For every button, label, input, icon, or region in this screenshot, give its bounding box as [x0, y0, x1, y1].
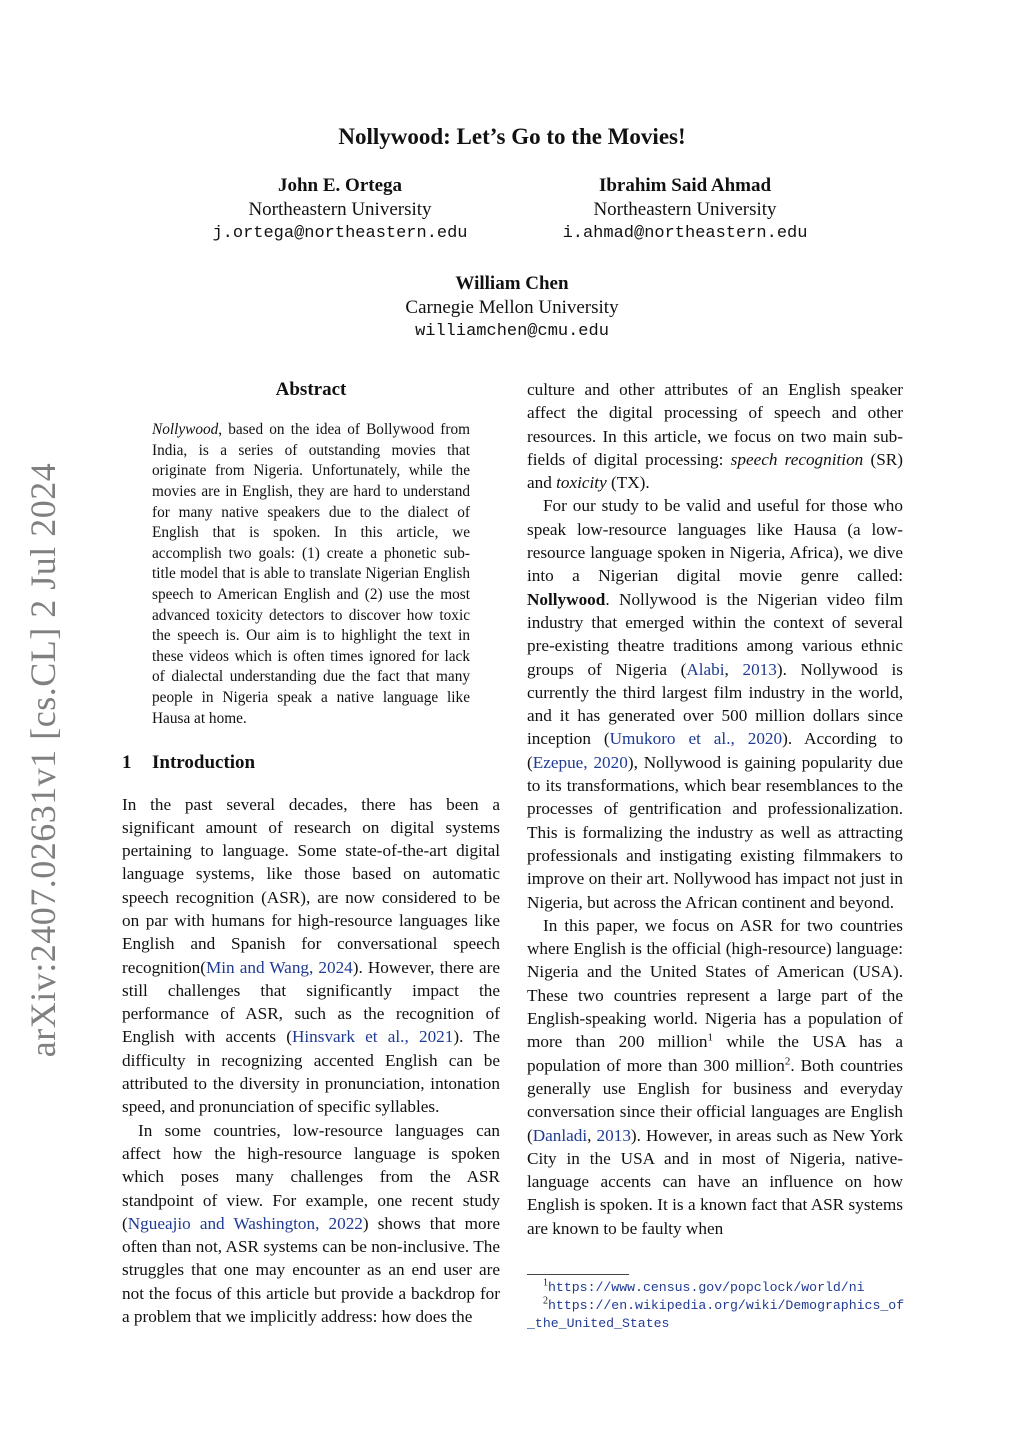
text-run: ). According to ( [527, 729, 903, 772]
abstract-text [152, 420, 470, 729]
author-affiliation: Northeastern University [593, 199, 777, 220]
text-run: ). The difficulty in recognizing accented English can be attributed to the diversity in pronunciation, intonation speed, and pronunciation of specific syllables. [122, 1027, 500, 1117]
text-run: culture and other attributes of an English speaker affect the digital processing of speech and other resources. In this article, we focus on two main sub-fields of digital processing: [527, 380, 903, 469]
arxiv-identifier: arXiv:2407.02631v1 [cs.CL] 2 Jul 2024 [23, 462, 63, 1058]
bold-term: Nollywood [527, 589, 606, 609]
section-title: Introduction [152, 752, 256, 774]
citation-link[interactable]: Danladi [532, 1125, 588, 1145]
footnote-1 [527, 1279, 907, 1297]
right-column [527, 378, 903, 1240]
citation-link[interactable]: Hinsvark et al., 2021 [291, 1027, 454, 1047]
citation-link[interactable]: Ngueajio and Washington, 2022 [127, 1213, 363, 1233]
text-run: while the USA has a population of more than 300 million [527, 1032, 903, 1075]
arxiv-sidebar [18, 462, 68, 1058]
text-run: (SR) and [527, 449, 903, 493]
author-name: William Chen [455, 273, 569, 294]
text-run: . Both countries generally use English for business and everyday conversation since their official languages are English ( [527, 1055, 903, 1145]
footnote-marker[interactable]: 1 [707, 1031, 713, 1044]
author-affiliation: Northeastern University [248, 199, 432, 220]
footnote-2 [527, 1297, 907, 1333]
footnote-marker[interactable]: 2 [784, 1054, 791, 1067]
text-run: ). However, in areas such as New York City in the USA and in most of Nigeria, native-language accents can have an influence on how English is spoken. It is a known fact that ASR systems are known to be faulty when [527, 1125, 904, 1238]
text-run: ). However, there are still challenges that significantly impact the performance of ASR, such as the recognition of English with accents ( [122, 957, 500, 1047]
left-column [122, 378, 500, 1328]
author-email: williamchen@cmu.edu [415, 322, 609, 341]
intro-paragraph-2 [122, 1119, 500, 1329]
author-email: j.ortega@northeastern.edu [212, 224, 468, 243]
citation-link[interactable]: Ezepue, 2020 [532, 752, 628, 772]
footnote-number: 2 [543, 1295, 548, 1307]
intro-paragraph-1 [122, 793, 500, 1119]
text-run: For our study to be valid and useful for those who speak low-resource languages like Hausa (a low-resource language spoken in Nigeria, Africa), we dive into a Nigerian digital movie genre called: [527, 496, 903, 586]
citation-link[interactable]: 2013 [596, 1125, 631, 1145]
text-run: ), Nollywood is gaining popularity due to its transformations, which bear resemblances to the processes of gentrification and professionalization. This is formalizing the industry as well as attracting professionals and instigating existing filmmakers to improve on their art. Nollywood has impact not just in Nigeria, but across the African continent and beyond. [527, 752, 903, 912]
text-run: (TX). [606, 473, 650, 493]
intro-paragraph-4 [527, 914, 903, 1240]
text-run: In the past several decades, there has been a significant amount of research on digital systems pertaining to language. Some state-of-the-art digital language systems, like those based on automatic speech recognition (ASR), are now considered to be on par with humans for high-resource languages like English and Spanish for conversational speech recognition( [122, 794, 500, 977]
abstract-heading: Abstract [275, 379, 347, 400]
author-block-1 [200, 174, 480, 246]
text-run: In some countries, low-resource languages can affect how the high-resource language is spoken which poses many challenges from the ASR standpoint of view. For example, one recent study ( [122, 1120, 500, 1233]
citation-link[interactable]: 2013 [742, 659, 777, 679]
footnote-rule [527, 1274, 629, 1275]
abstract-term: Nollywood [152, 421, 219, 439]
footnote-url[interactable]: https://www.census.gov/popclock/world/ni [548, 1280, 865, 1295]
author-email: i.ahmad@northeastern.edu [562, 224, 808, 243]
citation-link[interactable]: Umukoro et al., 2020 [609, 729, 783, 749]
author-block-2 [540, 174, 830, 246]
author-name: Ibrahim Said Ahmad [598, 175, 772, 196]
intro-paragraph-2-continued [527, 378, 903, 494]
citation-link[interactable]: Alabi [686, 659, 725, 679]
emphasis-term: speech recognition [730, 449, 864, 469]
footnotes [527, 1279, 907, 1333]
text-run: . Nollywood is the Nigerian video film industry that emerged within the context of several pre-existing theatre traditions among various ethnic groups of Nigeria ( [527, 589, 903, 679]
text-run: In this paper, we focus on ASR for two countries where English is the official (high-resource) language: Nigeria and the United States of American (USA). These two countries represent a large part of the English-speaking world. Nigeria has a population of more than 200 million [527, 915, 903, 1052]
emphasis-term: toxicity [556, 473, 607, 493]
footnote-number: 1 [543, 1277, 548, 1289]
section-heading-introduction [122, 751, 500, 774]
author-affiliation: Carnegie Mellon University [405, 297, 619, 318]
paper-title: Nollywood: Let’s Go to the Movies! [338, 124, 686, 149]
citation-link[interactable]: Min and Wang, 2024 [206, 957, 353, 977]
text-run: , [587, 1125, 597, 1145]
author-block-3 [362, 272, 662, 344]
intro-paragraph-3 [527, 494, 903, 913]
abstract-body-text: , based on the idea of Bollywood from India, is a series of outstanding movies that originate from Nigeria. Unfortunately, while the movies are in English, they are hard to understand for many native speakers due to the dialect of English that is spoken. In this article, we accomplish two goals: (1) create a phonetic sub-title model that is able to translate Nigerian English speech to American English and (2) use the most advanced toxicity detectors to discover how toxic the speech is. Our aim is to highlight the text in these videos which is often times ignored for lack of dialectal understanding due the fact that many people in Nigeria speak a native language like Hausa at home. [152, 421, 470, 727]
text-run: , [724, 659, 743, 679]
section-number: 1 [122, 752, 132, 774]
author-name: John E. Ortega [277, 175, 403, 196]
text-run: ) shows that more often than not, ASR systems can be non-inclusive. The struggles that one may encounter as an end user are not the focus of this article but provide a backdrop for a problem that we implicitly address: how does the [122, 1213, 500, 1327]
text-run: ). Nollywood is currently the third largest film industry in the world, and it has generated over 500 million dollars since inception ( [527, 659, 903, 749]
footnote-url[interactable]: https://en.wikipedia.org/wiki/Demographics_of_the_United_States [527, 1298, 905, 1331]
